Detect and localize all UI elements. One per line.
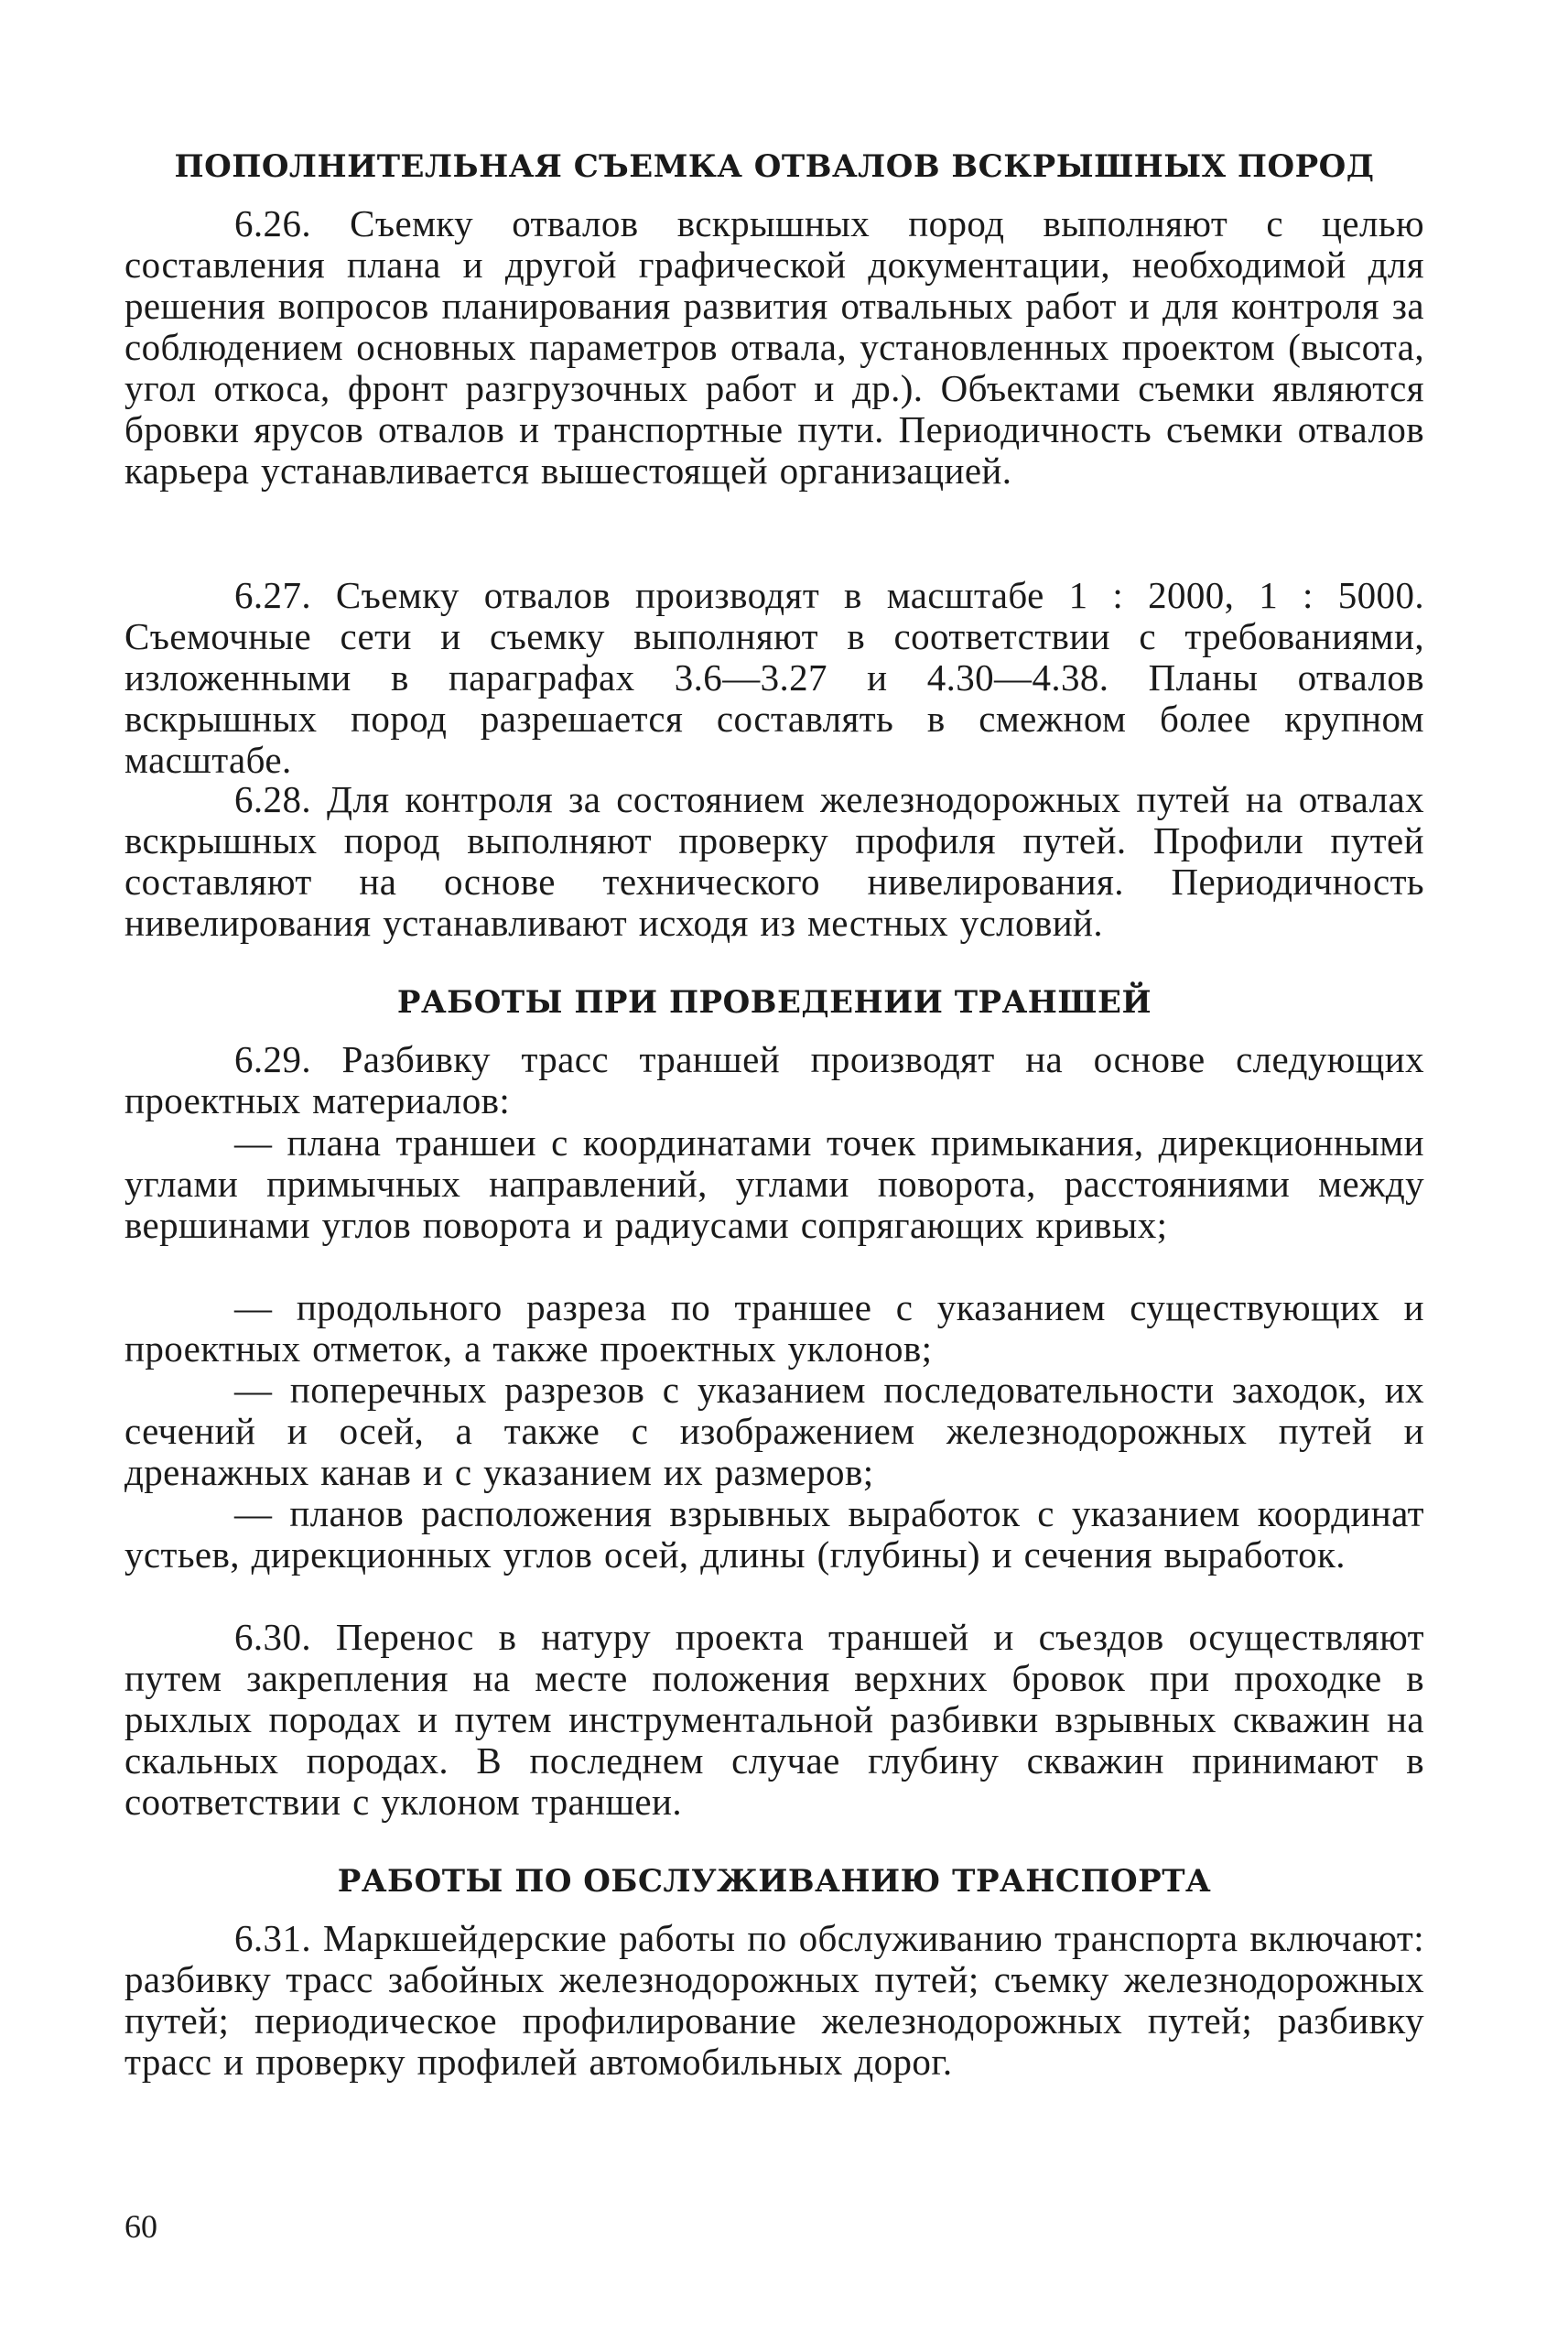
section-heading-trenches: РАБОТЫ ПРИ ПРОВЕДЕНИИ ТРАНШЕЙ [396,984,1152,1021]
paragraph-6-27: 6.27. Съемку отвалов производят в масштабе 1 : 2000, 1 : 5000. Съемочные сети и съемку выполняют в соответствии с требованиями, изложенными в параграфах 3.6—3.27 и 4.30—4.38. Планы отвалов вскрышных пород разрешается составлять в смежном более крупном масштабе. [124,574,1424,781]
list-item-longitudinal-section: — продольного разреза по траншее с указанием существующих и проектных отметок, а также проектных уклонов; [124,1286,1424,1370]
section-heading-dumps-survey: ПОПОЛНИТЕЛЬНАЯ СЪЕМКА ОТВАЛОВ ВСКРЫШНЫХ ПОРОД [174,148,1375,185]
page-number: 60 [124,2208,157,2245]
list-item-blast-layout: — планов расположения взрывных выработок с указанием координат устьев, дирекционных углов осей, длины (глубины) и сечения выработок. [124,1492,1424,1576]
list-item-cross-sections: — поперечных разрезов с указанием последовательности заходок, их сечений и осей, а также с изображением железнодорожных путей и дренажных канав и с указанием их размеров; [124,1369,1424,1493]
paragraph-6-26: 6.26. Съемку отвалов вскрышных пород выполняют с целью составления плана и другой графической документации, необходимой для решения вопросов планирования развития отвальных работ и для контроля за соблюдением основных параметров отвала, установленных проектом (высота, угол откоса, фронт разгрузочных работ и др.). Объектами съемки являются бровки ярусов отвалов и транспортные пути. Периодичность съемки отвалов карьера устанавливается вышестоящей организацией. [124,202,1424,492]
list-item-trench-plan: — плана траншеи с координатами точек примыкания, дирекционными углами примычных направлений, углами поворота, расстояниями между вершинами углов поворота и радиусами сопрягающих кривых; [124,1121,1424,1246]
paragraph-6-31: 6.31. Маркшейдерские работы по обслуживанию транспорта включают: разбивку трасс забойных железнодорожных путей; съемку железнодорожных путей; периодическое профилирование железнодорожных путей; разбивку трасс и проверку профилей автомобильных дорог. [124,1917,1424,2083]
document-page [124,0,1424,2329]
paragraph-6-30: 6.30. Перенос в натуру проекта траншей и съездов осуществляют путем закрепления на месте положения верхних бровок при проходке в рыхлых породах и путем инструментальной разбивки взрывных скважин на скальных породах. В последнем случае глубину скважин принимают в соответствии с уклоном траншеи. [124,1616,1424,1823]
section-heading-transport: РАБОТЫ ПО ОБСЛУЖИВАНИЮ ТРАНСПОРТА [337,1863,1212,1900]
paragraph-6-28: 6.28. Для контроля за состоянием железнодорожных путей на отвалах вскрышных пород выполняют проверку профиля путей. Профили путей составляют на основе технического нивелирования. Периодичность нивелирования устанавливают исходя из местных условий. [124,778,1424,944]
paragraph-6-29: 6.29. Разбивку трасс траншей производят на основе следующих проектных материалов: [124,1038,1424,1121]
